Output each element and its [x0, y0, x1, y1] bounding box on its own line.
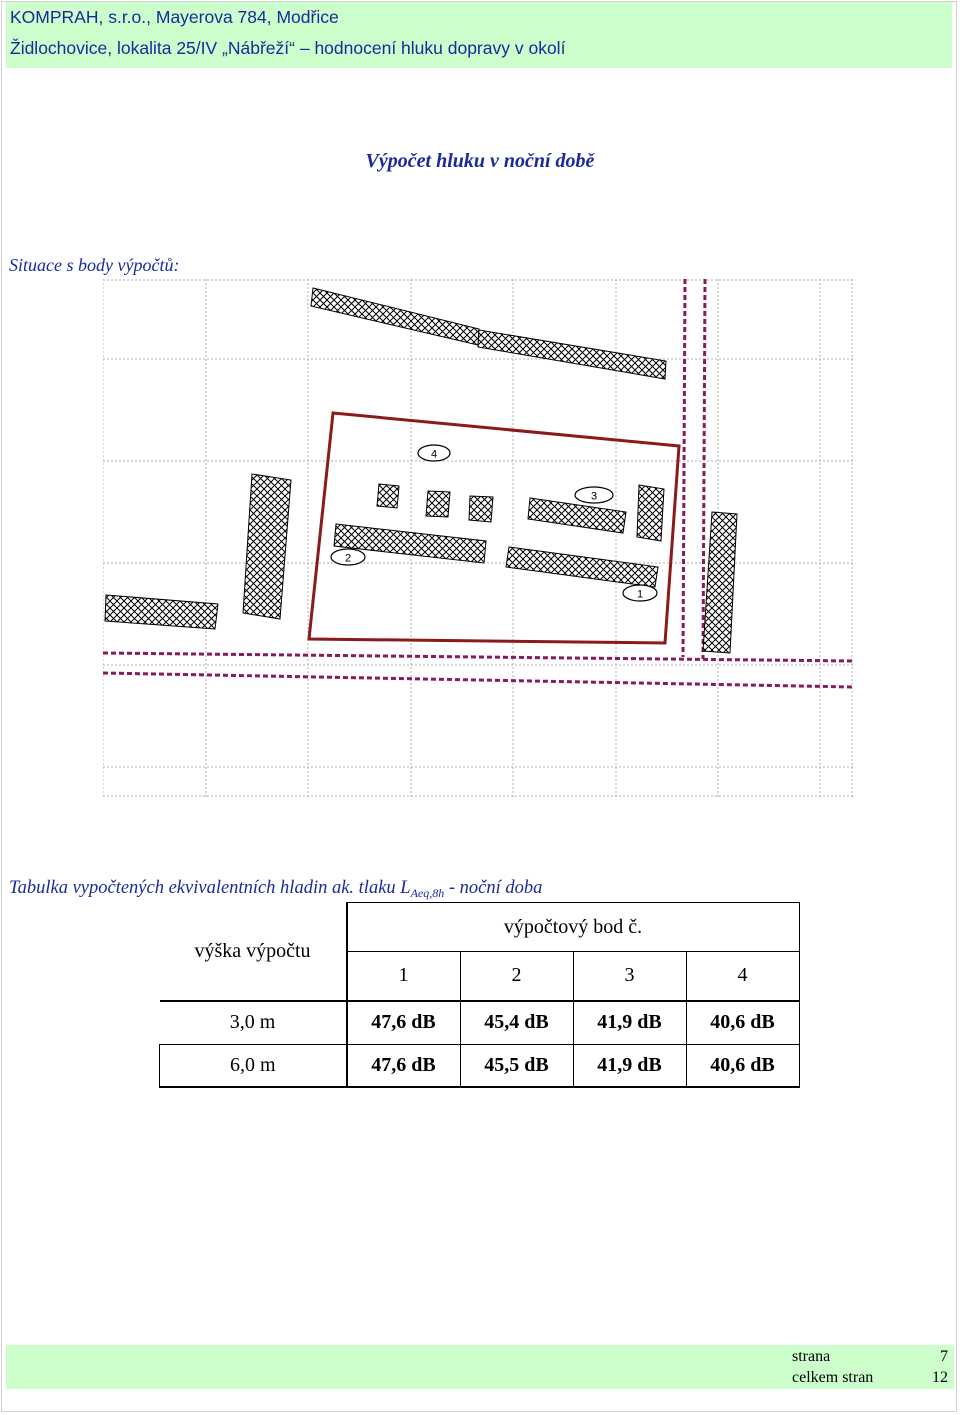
results-table	[159, 902, 800, 1088]
page-header	[6, 2, 952, 68]
point-2-marker	[331, 549, 365, 565]
point-1-label: 1	[636, 588, 644, 601]
total-pages-number: 12	[932, 1369, 948, 1386]
col-header-4: 4	[686, 952, 799, 1001]
situation-label: Situace s body výpočtů:	[9, 255, 180, 275]
row-height: 3,0 m	[160, 1001, 347, 1045]
caption-suffix: - noční doba	[444, 878, 543, 898]
point-4-label: 4	[430, 448, 438, 461]
cell-value: 40,6 dB	[686, 1001, 799, 1045]
point-1-marker	[623, 585, 657, 601]
cell-value: 41,9 dB	[573, 1045, 686, 1087]
caption-subscript: Aeq,8h	[410, 886, 445, 900]
row-header: výška výpočtu	[160, 903, 347, 1001]
point-2-label: 2	[344, 552, 352, 565]
table-row	[160, 1001, 800, 1045]
col-header-1: 1	[347, 952, 461, 1001]
caption-prefix: Tabulka vypočtených ekvivalentních hladin ak. tlaku L	[9, 878, 411, 898]
page-footer	[788, 1345, 954, 1389]
col-header-3: 3	[573, 952, 686, 1001]
header-company: KOMPRAH, s.r.o., Mayerova 784, Modřice	[10, 7, 339, 27]
page-label: strana	[792, 1348, 831, 1365]
situation-map	[103, 279, 855, 799]
point-3-marker	[575, 487, 613, 503]
footer-strip	[6, 1345, 788, 1389]
cell-value: 40,6 dB	[686, 1045, 799, 1087]
cell-value: 45,4 dB	[460, 1001, 573, 1045]
table-row	[160, 1045, 800, 1087]
point-3-label: 3	[590, 490, 598, 503]
group-header: výpočtový bod č.	[347, 903, 800, 952]
cell-value: 47,6 dB	[347, 1001, 461, 1045]
point-4-marker	[418, 445, 450, 461]
total-pages-label: celkem stran	[792, 1369, 874, 1386]
cell-value: 41,9 dB	[573, 1001, 686, 1045]
col-header-2: 2	[460, 952, 573, 1001]
table-caption	[9, 878, 542, 901]
row-height: 6,0 m	[160, 1045, 347, 1087]
cell-value: 45,5 dB	[460, 1045, 573, 1087]
header-project: Židlochovice, lokalita 25/IV „Nábřeží“ – hodnocení hluku dopravy v okolí	[10, 38, 566, 58]
page-number: 7	[940, 1348, 948, 1365]
cell-value: 47,6 dB	[347, 1045, 461, 1087]
map-grid	[103, 279, 853, 797]
page-title: Výpočet hluku v noční době	[365, 150, 595, 172]
